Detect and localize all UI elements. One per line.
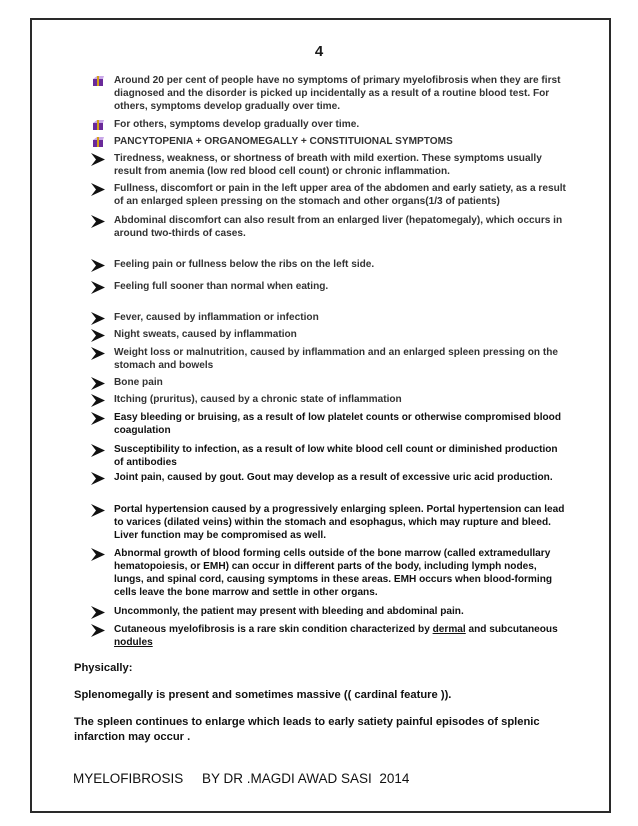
list-item-text: Cutaneous myelofibrosis is a rare skin condition characterized by dermal and subcutaneous nodules <box>114 624 558 648</box>
list-item-text: Uncommonly, the patient may present with bleeding and abdominal pain. <box>114 606 464 617</box>
link-dermal[interactable]: dermal <box>432 624 466 635</box>
list-item <box>90 136 568 149</box>
list-item-text: For others, symptoms develop gradually over time. <box>114 119 360 130</box>
list-item <box>90 215 568 241</box>
arrow-bullet-icon <box>90 377 106 390</box>
list-item-text: Abnormal growth of blood forming cells outside of the bone marrow (called extramedullary hematopoiesis, or EMH) can occur in different parts of the body, including lymph nodes, lungs, and spinal cord, causing symptoms in these areas. EMH occurs when blood-forming cells leave the bone marrow and settle in other organs. <box>114 548 553 598</box>
arrow-bullet-icon <box>90 312 106 325</box>
list-item <box>90 394 568 407</box>
list-item <box>90 75 568 114</box>
page-footer: MYELOFIBROSIS BY DR .MAGDI AWAD SASI 2014 <box>73 771 410 786</box>
arrow-bullet-icon <box>90 183 106 196</box>
list-item-text: Fever, caused by inflammation or infection <box>114 312 319 323</box>
list-item-text: Fullness, discomfort or pain in the left upper area of the abdomen and early satiety, as a result of an enlarged spleen pressing on the stomach and other organs(1/3 of patients) <box>114 183 566 207</box>
list-item <box>90 412 568 438</box>
list-item <box>90 329 568 342</box>
list-item <box>90 153 568 179</box>
arrow-bullet-icon <box>90 329 106 342</box>
list-item <box>90 281 568 294</box>
arrow-bullet-icon <box>90 624 106 637</box>
paragraph: The spleen continues to enlarge which leads to early satiety painful episodes of splenic infarction may occur . <box>74 716 540 743</box>
list-item-text: PANCYTOPENIA + ORGANOMEGALLY + CONSTITUIONAL SYMPTOMS <box>114 136 453 147</box>
arrow-bullet-icon <box>90 606 106 619</box>
list-item-text: Joint pain, caused by gout. Gout may develop as a result of excessive uric acid production. <box>114 472 553 483</box>
list-item <box>90 624 568 650</box>
list-item <box>90 606 568 619</box>
list-item-text: Feeling full sooner than normal when eating. <box>114 281 329 292</box>
list-item <box>90 259 568 272</box>
list-item <box>90 119 568 132</box>
list-item-text: Portal hypertension caused by a progressively enlarging spleen. Portal hypertension can lead to varices (dilated veins) within the stomach and esophagus, which may rupture and bleed. Liver function may be compromised as well. <box>114 504 565 541</box>
list-item-text: Bone pain <box>114 377 163 388</box>
arrow-bullet-icon <box>90 281 106 294</box>
list-item <box>90 444 568 470</box>
arrow-bullet-icon <box>90 347 106 360</box>
page-number: 4 <box>314 43 324 60</box>
list-item-text: Itching (pruritus), caused by a chronic state of inflammation <box>114 394 402 405</box>
arrow-bullet-icon <box>90 548 106 561</box>
paragraph: Splenomegally is present and sometimes massive (( cardinal feature )). <box>74 689 452 701</box>
paragraph: Physically: <box>74 662 133 674</box>
cube-bullet-icon <box>92 136 104 148</box>
list-item-text: Night sweats, caused by inflammation <box>114 329 297 340</box>
cube-bullet-icon <box>92 75 104 87</box>
arrow-bullet-icon <box>90 412 106 425</box>
arrow-bullet-icon <box>90 259 106 272</box>
cube-bullet-icon <box>92 119 104 131</box>
list-item-text: Susceptibility to infection, as a result of low white blood cell count or diminished production of antibodies <box>114 444 558 468</box>
list-item <box>90 347 568 373</box>
arrow-bullet-icon <box>90 153 106 166</box>
list-item <box>90 183 568 209</box>
list-item <box>90 548 568 600</box>
list-item-text: Easy bleeding or bruising, as a result of low platelet counts or otherwise compromised blood coagulation <box>114 412 562 436</box>
arrow-bullet-icon <box>90 504 106 517</box>
list-item <box>90 312 568 325</box>
link-nodules[interactable]: nodules <box>114 636 153 648</box>
list-item-text: Tiredness, weakness, or shortness of breath with mild exertion. These symptoms usually result from anemia (low red blood cell count) or chronic inflammation. <box>114 153 542 177</box>
list-item-text: Weight loss or malnutrition, caused by inflammation and an enlarged spleen pressing on the stomach and bowels <box>114 347 559 371</box>
arrow-bullet-icon <box>90 472 106 485</box>
list-item <box>90 504 568 543</box>
arrow-bullet-icon <box>90 394 106 407</box>
list-item <box>90 377 568 390</box>
arrow-bullet-icon <box>90 444 106 457</box>
list-item-text: Abdominal discomfort can also result from an enlarged liver (hepatomegaly), which occurs in around two-thirds of cases. <box>114 215 563 239</box>
list-item-text: Feeling pain or fullness below the ribs on the left side. <box>114 259 375 270</box>
arrow-bullet-icon <box>90 215 106 228</box>
list-item <box>90 472 568 485</box>
list-item-text: Around 20 per cent of people have no symptoms of primary myelofibrosis when they are first diagnosed and the disorder is picked up incidentally as a result of a routine blood test. For others, symptoms develop gradually over time. <box>114 75 561 112</box>
